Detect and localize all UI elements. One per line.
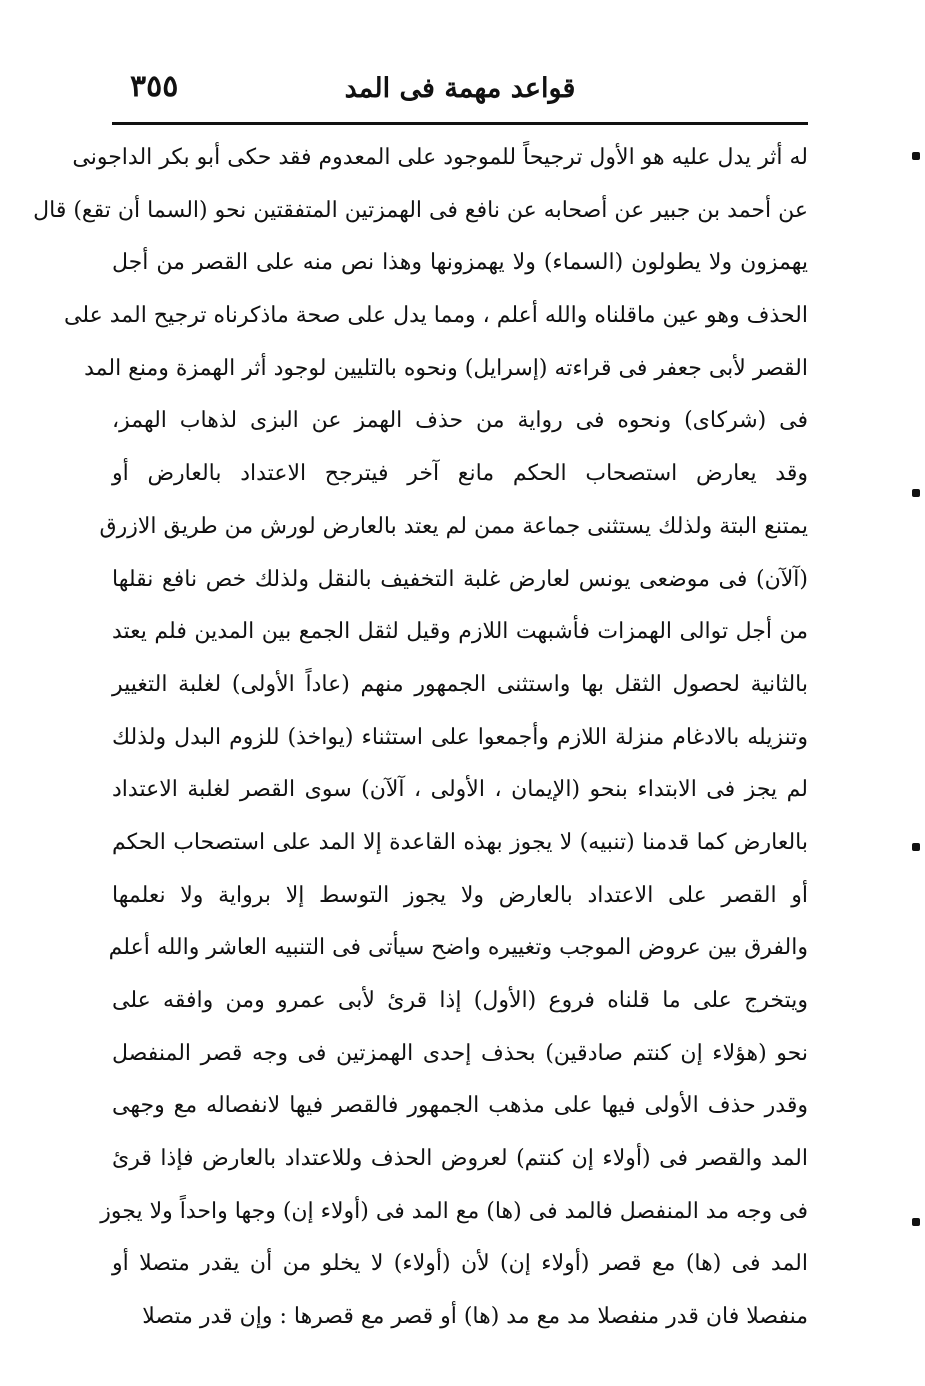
text-line: المد فى (ها) مع قصر (أولاء إن) لأن (أولاء) لا يخلو من أن يقدر متصلا أو (112, 1251, 808, 1277)
text-line: بالعارض كما قدمنا (تنبيه) لا يجوز بهذه القاعدة إلا المد على استصحاب الحكم (112, 829, 808, 855)
text-line: فى (شركاى) ونحوه فى رواية من حذف الهمز عن البزى لذهاب الهمز، (112, 408, 808, 434)
text-line: أو القصر على الاعتداد بالعارض ولا يجوز التوسط إلا برواية ولا نعلمها (112, 882, 808, 908)
text-line: والفرق بين عروض الموجب وتغييره واضح سيأتى فى التنبيه العاشر والله أعلم (108, 935, 808, 961)
text-line: القصر لأبى جعفر فى قراءته (إسرايل) ونحوه بالتليين لوجود أثر الهمزة ومنع المد (84, 355, 808, 381)
text-line: عن أحمد بن جبير عن أصحابه عن نافع فى الهمزتين المتفقتين نحو (السما أن تقع) قال (33, 197, 808, 223)
text-line: (آلآن) فى موضعى يونس لعارض غلبة التخفيف بالنقل ولذلك خص نافع نقلها (112, 566, 808, 592)
text-line: يمتنع البتة ولذلك يستثنى جماعة ممن لم يعتد بالعارض لورش من طريق الازرق (99, 513, 808, 539)
scan-margin-mark (912, 1218, 920, 1226)
text-line: ويتخرج على ما قلناه فروع (الأول) إذا قرئ لأبى عمرو ومن وافقه على (112, 988, 808, 1013)
body-text (33, 132, 808, 1344)
scan-margin-mark (912, 843, 920, 851)
text-line: فى وجه مد المنفصل فالمد فى (ها) مع المد فى (أولاء إن) وجها واحداً ولا يجوز (100, 1198, 808, 1224)
text-line: بالثانية لحصول الثقل بها واستثنى الجمهور منهم (عاداً الأولى) لغلبة التغيير (112, 671, 808, 697)
page-header (112, 66, 808, 112)
scan-margin-mark (912, 152, 920, 160)
text-line: لم يجز فى الابتداء بنحو (الإيمان ، الأولى ، آلآن) سوى القصر لغلبة الاعتداد (112, 777, 808, 803)
page-number: ٣٥٥ (130, 69, 179, 104)
header-divider (112, 122, 808, 125)
text-line: وتنزيله بالادغام منزلة اللازم وأجمعوا على استثناء (يواخذ) للزوم البدل ولذلك (112, 724, 808, 750)
page-title: قواعد مهمة فى المد (344, 73, 576, 104)
text-line: الحذف وهو عين ماقلناه والله أعلم ، ومما يدل على صحة ماذكرناه ترجيح المد على (63, 303, 808, 329)
text-line: المد والقصر فى (أولاء إن كنتم) لعروض الحذف وللاعتداد بالعارض فإذا قرئ (112, 1146, 808, 1172)
text-line: وقد يعارض استصحاب الحكم مانع آخر فيترجح الاعتداد بالعارض أو (112, 461, 808, 487)
text-line: وقدر حذف الأولى فيها على مذهب الجمهور فالقصر فيها لانفصاله مع وجهى (112, 1093, 808, 1119)
text-line: نحو (هؤلاء إن كنتم صادقين) بحذف إحدى الهمزتين فى وجه قصر المنفصل (112, 1040, 808, 1066)
scan-margin-mark (912, 489, 920, 497)
text-line: له أثر يدل عليه هو الأول ترجيحاً للموجود على المعدوم فقد حكى أبو بكر الداجونى (72, 145, 808, 170)
text-line: منفصلا فان قدر منفصلا مد مع مد (ها) أو قصر مع قصرها : وإن قدر متصلا (142, 1304, 808, 1330)
text-line: يهمزون ولا يطولون (السماء) ولا يهمزونها وهذا نص منه على القصر من أجل (112, 250, 808, 276)
text-line: من أجل توالى الهمزات فأشبهت اللازم وقيل لثقل الجمع بين المدين فلم يعتد (112, 619, 808, 645)
